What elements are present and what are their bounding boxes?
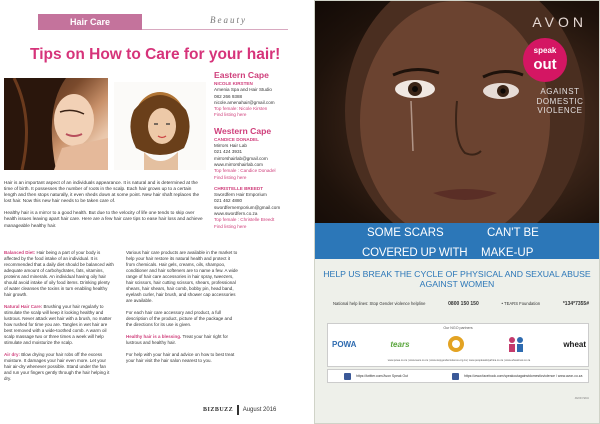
- contact-line: nicole.amenahair@gmail.com: [214, 99, 275, 105]
- hotline-row: [333, 301, 589, 307]
- contact-line: www.swordfern.co.za: [214, 211, 258, 217]
- listing-link[interactable]: Find listing here: [214, 112, 247, 118]
- partner-emblem-icon: [443, 335, 469, 353]
- partners-title: Our NGO partners: [443, 326, 473, 330]
- twitter-icon: [344, 373, 351, 380]
- hotline-number: 0800 150 150: [448, 301, 479, 307]
- social-links: [327, 369, 589, 383]
- contact-line: 021 424 3931: [214, 149, 243, 155]
- partner-logos: [332, 335, 586, 353]
- partner-people-icon: [503, 335, 529, 353]
- wheat-logo: wheat: [563, 339, 586, 349]
- listing-link[interactable]: Find listing here: [214, 223, 247, 229]
- ad-code: AVON SKU: [574, 396, 589, 400]
- speak-out-logo: speak out: [523, 38, 567, 82]
- contact-line: 082 266 9388: [214, 93, 243, 99]
- contact-line: 021 462 4880: [214, 198, 243, 204]
- tip-paragraph: Balanced Diet: Hair being a part of your body is affected by the food intake of an individual. It is recommended that a daily diet should be balanced with adequate amount of carbohydrates, fats, vitamins, proteins and minerals. An individual having oily hair should avoid intake of oily food items. Drinking plenty of water cleanses the toxins in turn enabling healthy hair growth.: [4, 250, 114, 297]
- ngo-partners-panel: [327, 323, 589, 367]
- article-column-right: [126, 250, 238, 370]
- contact-line: swordfernemporium@gmail.com: [214, 204, 281, 210]
- partner-urls: www.powa.co.za | www.tears.co.za | www.stopgenderviolence.org.za | www.peoplesafetyafrica.co.za | www.wheattrust.co.za: [387, 359, 531, 362]
- campaign-tagline: AGAINST DOMESTIC VIOLENCE: [536, 87, 584, 115]
- tip-paragraph: Various hair care products are available in the market to help your hair restore its natural health and protect it from chemicals. Hair gels, creams, oils, shampoo, conditioner and hair softeners are to name a few. A wide range of hair care accessories in hair spray, tweezers, hair scissors, hair cutting scissors, shears, professional shears, hair shears, hair comb, bobby pin, head band, eyelash curler, hair brush, and shower cap accessories are available.: [126, 250, 238, 303]
- footer-date: August 2016: [242, 407, 277, 413]
- contact-name: NICOLE KIRSTEN: [214, 81, 253, 86]
- tip-paragraph: Air dry: Blow drying your hair robs off the excess moisture. It damages your hair even more. Let your hair air-dry whenever possible. Stand under the fan and run your fingers gently through the hair helping it dry.: [4, 352, 110, 381]
- headline-text: SOME SCARS: [367, 227, 444, 239]
- woman-face-photo: [315, 1, 599, 223]
- tip-paragraph: For help with your hair and advice on how to best treat your hair visit the hair salon nearest to you.: [126, 352, 235, 363]
- listing-link[interactable]: Top female : Christelle Breedt: [214, 217, 275, 223]
- tip-paragraph: For each hair care accessory and product, a full description of the product, picture of the package and the directions for its use is given.: [126, 310, 233, 327]
- region-heading: Eastern Cape: [214, 70, 269, 80]
- contact-line: www.mirrorshairlab.com: [214, 161, 264, 167]
- woman-hair-photo: [4, 78, 108, 170]
- header-rule: [142, 29, 288, 30]
- tears-logo: tears: [390, 339, 410, 349]
- section-tab: Hair Care: [38, 14, 142, 30]
- contact-name: CANDICE DONADEL: [214, 136, 259, 142]
- headline-text: CAN'T BE: [487, 227, 539, 239]
- help-message: HELP US BREAK THE CYCLE OF PHYSICAL AND SEXUAL ABUSE AGAINST WOMEN: [323, 269, 591, 289]
- social-link[interactable]: https://www.facebook.com/speakoutagainstdomesticviolence / www.avon.co.za: [464, 374, 583, 378]
- article-title: Tips on How to Care for your hair!: [30, 46, 281, 63]
- headline-text: COVERED UP WITH: [362, 247, 468, 259]
- headline-text: MAKE-UP: [481, 247, 534, 259]
- page-footer: [203, 405, 276, 415]
- hair-product-photo: [114, 82, 206, 170]
- region-heading: Western Cape: [214, 125, 272, 136]
- tip-paragraph: Healthy hair is a blessing. Treat your hair right for lustrous and healthy hair.: [126, 334, 229, 345]
- powa-logo: POWA: [332, 339, 357, 349]
- avon-logo: AVON: [532, 14, 587, 30]
- contact-line: mirrorshairlab@gmail.com: [214, 155, 268, 161]
- intro-paragraph: Hair is an important aspect of an individuals appearance. It is natural and is determined at the time of birth. It possesses the number of roots in the scalp. Each hair grows up to a certain length and then stops naturally, it even sheds down at some point. New hair shaft replaces the lost hair. Now this new hair needs to be taken care of.: [4, 180, 200, 204]
- contact-line: Amenia Spa and Hair Studio: [214, 87, 272, 93]
- social-link[interactable]: https://twitter.com/Avon Speak Out: [356, 374, 408, 378]
- footer-brand: BIZBUZZ: [203, 407, 234, 413]
- contact-line: Swordfern Hair Emporium: [214, 192, 267, 198]
- section-category: Beauty: [210, 15, 247, 25]
- listing-link[interactable]: Top female : Candice Donadel: [214, 168, 276, 174]
- hotline-number: *134*7355#: [562, 301, 589, 307]
- article-intro: [4, 180, 204, 235]
- article-column-left: [4, 250, 114, 388]
- intro-paragraph: Healthy hair is a mirror to a good health. But due to the velocity of life one tends to skip over health issues leaving apart hair care. Here are a few hair care tips to ease hair loss and achieve manageable healthy hair.: [4, 210, 203, 228]
- avon-advertisement: [314, 0, 600, 424]
- hotline-label: • TEARS Foundation: [501, 301, 541, 306]
- listing-link[interactable]: Top female: Nicole Kirsten: [214, 106, 268, 112]
- hotline-label: National help lines: Stop Gender violence helpline: [333, 301, 426, 306]
- tip-paragraph: Natural Hair Care: Brushing your hair regularly to stimulate the scalp will keep it looking healthy and lustrous. Never attack wet hair with a brush, no matter how rushed for time you are. Tangles in wet hair are best removed with a wide-toothed comb. A warm oil scalp massage two or three times a week will help stimulate and moisturize the scalp.: [4, 304, 112, 345]
- contact-line: Mirrors Hair Lab: [214, 143, 247, 149]
- footer-divider: [237, 405, 239, 415]
- facebook-icon: [452, 373, 459, 380]
- salon-listings: [214, 70, 300, 230]
- listing-link[interactable]: Find listing here: [214, 174, 247, 180]
- contact-name: CHRISTELLE BREEDT: [214, 185, 264, 191]
